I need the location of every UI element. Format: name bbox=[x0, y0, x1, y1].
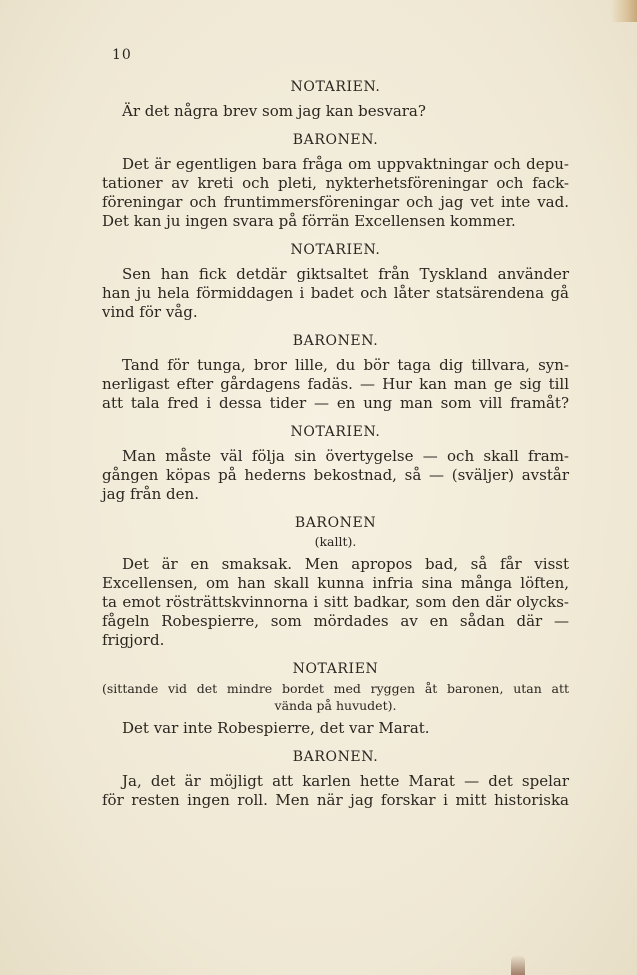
speech-line: Det är egentligen bara fråga om uppvaktningar och depu- bbox=[122, 155, 569, 173]
speech-line: Det kan ju ingen svara på förrän Excellensen kommer. bbox=[102, 212, 516, 230]
speech-line: nerligast efter gårdagens fadäs. — Hur kan man ge sig till bbox=[102, 375, 569, 393]
speech bbox=[102, 102, 569, 121]
speech bbox=[102, 719, 569, 738]
speaker-name: BARONEN. bbox=[292, 132, 379, 148]
page-corner-stain bbox=[511, 955, 525, 975]
speech-line: Det är en smaksak. Men apropos bad, så får visst bbox=[122, 555, 569, 573]
speech-line: gången köpas på hederns bekostnad, så — (sväljer) avstår bbox=[102, 466, 569, 484]
speaker-name: BARONEN bbox=[294, 515, 377, 531]
speech-line: frigjord. bbox=[102, 631, 165, 649]
page-number: 10 bbox=[112, 47, 132, 63]
direction-line: (sittande vid det mindre bordet med ryggen åt baronen, utan att bbox=[102, 681, 569, 696]
speech-line: föreningar och fruntimmersföreningar och jag vet inte vad. bbox=[102, 193, 569, 211]
speaker-name: NOTARIEN. bbox=[290, 79, 381, 95]
speech-line: Är det några brev som jag kan besvara? bbox=[122, 102, 426, 120]
speech-line: han ju hela förmiddagen i badet och låter statsärendena gå bbox=[102, 284, 569, 302]
speech-line: Sen han fick detdär giktsaltet från Tyskland använder bbox=[122, 265, 569, 283]
speech-line: Man måste väl följa sin övertygelse — och skall fram- bbox=[122, 447, 569, 465]
speaker-name: NOTARIEN. bbox=[290, 424, 381, 440]
speech-line: fågeln Robespierre, som mördades av en sådan där — bbox=[102, 612, 569, 630]
play-text bbox=[102, 78, 569, 820]
speech-line: att tala fred i dessa tider — en ung man som vill framåt? bbox=[102, 394, 569, 412]
speech-line: Det var inte Robespierre, det var Marat. bbox=[122, 719, 430, 737]
speaker-name: BARONEN. bbox=[292, 749, 379, 765]
speech-line: jag från den. bbox=[102, 485, 199, 503]
speaker-name: BARONEN. bbox=[292, 333, 379, 349]
speech-line: tationer av kreti och pleti, nykterhetsföreningar och fack- bbox=[102, 174, 569, 192]
speech-line: Tand för tunga, bror lille, du bör taga dig tillvara, syn- bbox=[122, 356, 569, 374]
direction-line: vända på huvudet). bbox=[274, 698, 397, 713]
speech bbox=[102, 555, 569, 650]
speech bbox=[102, 155, 569, 231]
speech bbox=[102, 447, 569, 504]
stage-direction: (kallt). bbox=[314, 534, 357, 549]
speech-line: för resten ingen roll. Men när jag forskar i mitt historiska bbox=[102, 791, 569, 809]
speech bbox=[102, 265, 569, 322]
speech-line: ta emot rösträttskvinnorna i sitt badkar, som den där olycks- bbox=[102, 593, 569, 611]
speech bbox=[102, 772, 569, 810]
speech bbox=[102, 356, 569, 413]
speech-line: vind för våg. bbox=[102, 303, 198, 321]
speaker-name: NOTARIEN. bbox=[290, 242, 381, 258]
speech-line: Excellensen, om han skall kunna infria sina många löften, bbox=[102, 574, 569, 592]
speech-line: Ja, det är möjligt att karlen hette Marat — det spelar bbox=[122, 772, 569, 790]
page-edge-stain bbox=[611, 0, 637, 22]
speaker-name: NOTARIEN bbox=[292, 661, 379, 677]
stage-direction bbox=[102, 680, 569, 714]
